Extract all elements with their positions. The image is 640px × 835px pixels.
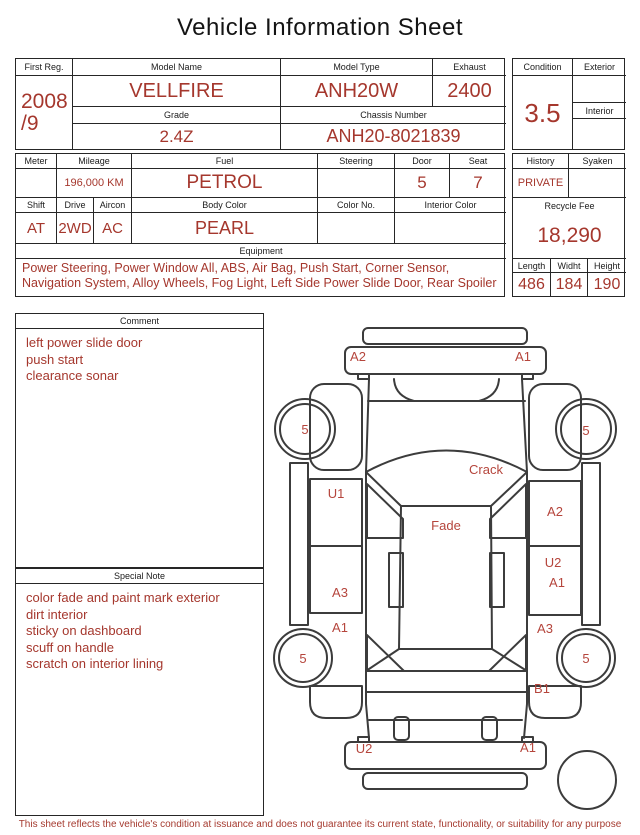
front-bumper-tab-left (358, 374, 369, 379)
door-label: Door (395, 154, 450, 169)
damage-label-a2: A2 (547, 504, 563, 519)
first-reg-year: 2008 (21, 90, 68, 113)
roof-line-left (399, 506, 401, 649)
condition-label: Condition (513, 59, 573, 76)
grade-value: 2.4Z (73, 124, 281, 149)
interior-color-value (395, 213, 506, 244)
front-lip (363, 328, 527, 344)
rocker-rail-left (290, 463, 308, 625)
exterior-label: Exterior (573, 59, 626, 76)
damage-label-a3: A3 (537, 621, 553, 636)
note-line: dirt interior (26, 606, 88, 622)
pillar-panel-right (490, 484, 526, 538)
aircon-label: Aircon (94, 198, 132, 213)
recycle-fee-label: Recycle Fee (544, 201, 595, 211)
equipment-label: Equipment (16, 244, 506, 259)
first-reg-month: /9 (21, 112, 39, 135)
damage-label-5: 5 (582, 423, 590, 438)
interior-value (573, 119, 626, 149)
seat-label: Seat (450, 154, 506, 169)
exterior-value (573, 76, 626, 103)
note-line: push start (26, 351, 84, 367)
steering-label: Steering (318, 154, 395, 169)
body-edge-left (366, 379, 369, 738)
seat-value: 7 (450, 169, 506, 198)
roof-line-right (491, 506, 492, 649)
drive-label: Drive (57, 198, 94, 213)
steering-value (318, 169, 395, 198)
shift-label: Shift (16, 198, 57, 213)
note-line: clearance sonar (26, 368, 119, 383)
comment-box (15, 313, 264, 568)
damage-label-a3: A3 (332, 585, 348, 600)
damage-label-a1: A1 (515, 349, 531, 364)
syaken-label: Syaken (569, 154, 626, 169)
rear-lip (363, 773, 527, 789)
condition-value: 3.5 (513, 76, 573, 150)
rear-quarter-left (310, 686, 362, 718)
note-line: color fade and paint mark exterior (26, 590, 220, 605)
damage-label-fade: Fade (431, 518, 461, 533)
mileage-value: 196,000 KM (57, 169, 132, 198)
history-value: PRIVATE (513, 169, 569, 198)
meter-value (16, 169, 57, 198)
condition-panel (512, 58, 625, 150)
color-no-value (318, 213, 395, 244)
body-color-value: PEARL (132, 213, 318, 244)
comment-label: Comment (16, 314, 263, 329)
rear-door-left (310, 546, 362, 613)
damage-label-u1: U1 (327, 486, 345, 501)
damage-label-a1: A1 (549, 575, 565, 590)
hood-arc-right (479, 379, 499, 401)
meter-label: Meter (16, 154, 57, 169)
hood-arc-left (394, 379, 414, 401)
syaken-value (569, 169, 626, 198)
exhaust-label: Exhaust (433, 59, 506, 76)
note-line: sticky on dashboard (26, 623, 142, 638)
door-value: 5 (395, 169, 450, 198)
chassis-number-value: ANH20-8021839 (326, 126, 461, 146)
rear-bumper (345, 742, 546, 769)
comment-content (16, 329, 263, 567)
interior-color-label: Interior Color (395, 198, 506, 213)
damage-label-a1: A1 (332, 620, 348, 635)
top-info-table (15, 58, 505, 150)
exhaust-value: 2400 (433, 76, 506, 107)
special-note-content (16, 584, 263, 815)
height-label: Height (588, 259, 626, 273)
damage-label-5: 5 (299, 651, 307, 666)
height-value: 190 (593, 276, 621, 293)
spec-table (15, 153, 505, 297)
disclaimer-text: This sheet reflects the vehicle's condition at issuance and does not guarantee its current state, functionality, or suitability for any purpose (18, 819, 622, 830)
page-title: Vehicle Information Sheet (176, 14, 463, 41)
windshield (366, 451, 527, 507)
damage-label-5: 5 (301, 422, 309, 437)
length-label: Length (513, 259, 551, 273)
first-reg-label: First Reg. (16, 59, 73, 76)
damage-label-a1: A1 (520, 740, 536, 755)
fuel-label: Fuel (132, 154, 318, 169)
interior-label: Interior (573, 103, 626, 119)
rear-pillar-right (489, 635, 526, 671)
body-edge-right (522, 379, 527, 738)
rocker-rail-right (582, 463, 600, 625)
history-panel (512, 153, 625, 297)
damage-label-5: 5 (582, 651, 590, 666)
car-outline (274, 328, 616, 809)
drive-value: 2WD (57, 213, 94, 244)
model-type-label: Model Type (281, 59, 433, 76)
body-color-label: Body Color (132, 198, 318, 213)
width-value: 184 (551, 273, 588, 297)
pillar-panel-left (367, 484, 403, 538)
shift-value: AT (16, 213, 57, 244)
model-type-value: ANH20W (281, 76, 433, 107)
damage-label-a2: A2 (350, 349, 366, 364)
model-name-value: VELLFIRE (73, 76, 281, 107)
length-value: 486 (513, 273, 551, 297)
aircon-value: AC (94, 213, 132, 244)
equipment-value: Power Steering, Power Window All, ABS, Air Bag, Push Start, Corner Sensor, Navigation System, Alloy Wheels, Fog Light, Left Side Power Slide Door, Rear Spoiler (22, 261, 497, 290)
car-damage-diagram (270, 312, 640, 817)
note-line: scuff on handle (26, 639, 114, 655)
damage-label-b1: B1 (534, 681, 550, 696)
color-no-label: Color No. (318, 198, 395, 213)
width-label: Widht (551, 259, 588, 273)
recycle-fee-value: 18,290 (513, 214, 626, 259)
rear-window (366, 649, 527, 671)
grade-label: Grade (73, 107, 281, 124)
first-reg-value (16, 76, 73, 150)
special-note-label: Special Note (16, 569, 263, 584)
note-line: left power slide door (26, 335, 143, 350)
note-line: scratch on interior lining (26, 656, 164, 671)
model-name-label: Model Name (73, 59, 281, 76)
damage-label-crack: Crack (469, 462, 503, 477)
damage-label-u2: U2 (355, 741, 373, 756)
front-bumper-tab-right (522, 374, 533, 379)
fuel-value: PETROL (132, 169, 318, 198)
damage-label-u2: U2 (544, 555, 562, 570)
special-note-box (15, 568, 264, 816)
history-label: History (513, 154, 569, 169)
chassis-number-label: Chassis Number (281, 107, 506, 124)
spare-wheel (558, 751, 616, 809)
mileage-label: Mileage (57, 154, 132, 169)
damage-labels (299, 349, 589, 756)
